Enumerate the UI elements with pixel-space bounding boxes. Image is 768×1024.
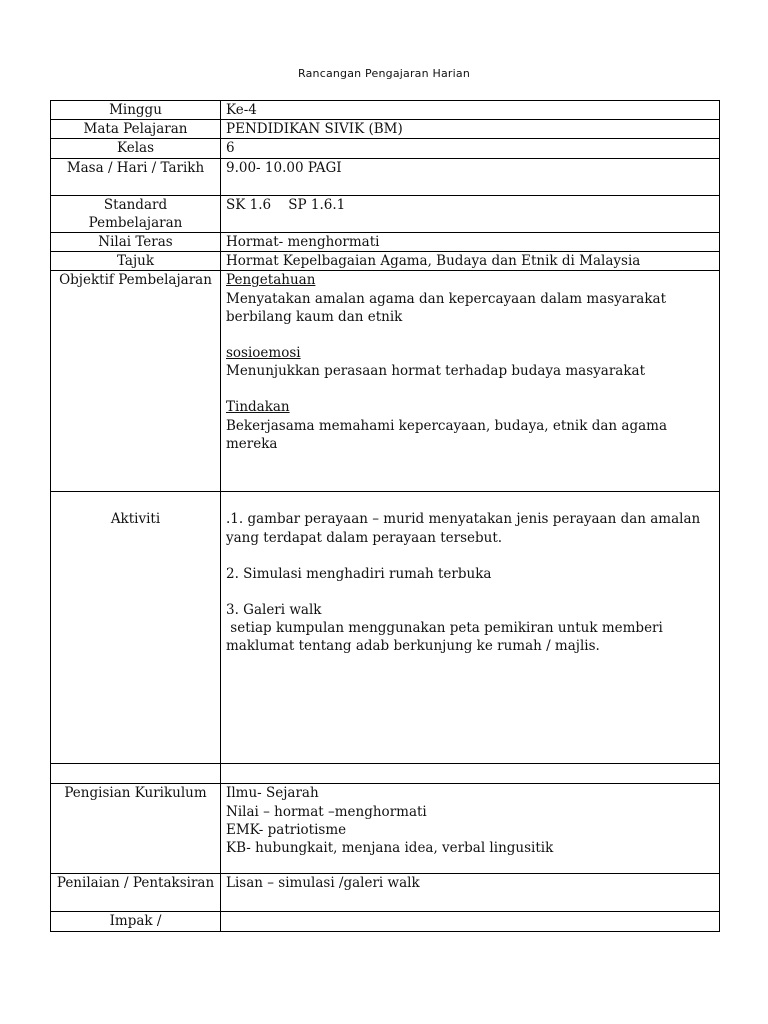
text-pengetahuan: Menyatakan amalan agama dan kepercayaan dalam masyarakat berbilang kaum dan etnik: [226, 290, 667, 325]
value-objektif: [221, 271, 720, 492]
label-masa: Masa / Hari / Tarikh: [51, 158, 221, 195]
label-nilai-teras: Nilai Teras: [51, 233, 221, 252]
label-standard: Standard Pembelajaran: [51, 195, 221, 232]
label-kelas: Kelas: [51, 139, 221, 158]
row-nilai-teras: [51, 233, 720, 252]
label-aktiviti: Aktiviti: [51, 492, 221, 764]
label-tajuk: Tajuk: [51, 252, 221, 271]
value-masa: 9.00- 10.00 PAGI: [221, 158, 720, 195]
pengisian-line-1: Ilmu- Sejarah: [226, 785, 319, 802]
value-kelas: 6: [221, 139, 720, 158]
lesson-plan-table: [50, 100, 720, 932]
row-kelas: [51, 139, 720, 158]
row-pengisian: [51, 784, 720, 874]
row-impak: [51, 912, 720, 931]
value-mata-pelajaran: PENDIDIKAN SIVIK (BM): [221, 120, 720, 139]
heading-pengetahuan: Pengetahuan: [226, 272, 316, 289]
label-pengisian: Pengisian Kurikulum: [51, 784, 221, 874]
aktiviti-item-1: .1. gambar perayaan – murid menyatakan jenis perayaan dan amalan yang terdapat dalam perayaan tersebut.: [226, 511, 701, 546]
label-penilaian: Penilaian / Pentaksiran: [51, 874, 221, 912]
pengisian-line-4: KB- hubungkait, menjana idea, verbal lingusitik: [226, 840, 554, 857]
text-sosioemosi: Menunjukkan perasaan hormat terhadap budaya masyarakat: [226, 363, 645, 380]
row-mata-pelajaran: [51, 120, 720, 139]
row-standard: [51, 195, 720, 232]
row-empty: [51, 764, 720, 784]
value-impak: [221, 912, 720, 931]
value-empty: [221, 764, 720, 784]
heading-sosioemosi: sosioemosi: [226, 345, 301, 362]
row-masa: [51, 158, 720, 195]
value-standard: SK 1.6 SP 1.6.1: [221, 195, 720, 232]
value-pengisian: [221, 784, 720, 874]
value-nilai-teras: Hormat- menghormati: [221, 233, 720, 252]
value-penilaian: Lisan – simulasi /galeri walk: [221, 874, 720, 912]
value-minggu: Ke-4: [221, 101, 720, 120]
row-tajuk: [51, 252, 720, 271]
row-aktiviti: [51, 492, 720, 764]
text-tindakan: Bekerjasama memahami kepercayaan, budaya, etnik dan agama mereka: [226, 417, 667, 452]
row-minggu: [51, 101, 720, 120]
heading-tindakan: Tindakan: [226, 399, 290, 416]
aktiviti-item-2: 2. Simulasi menghadiri rumah terbuka: [226, 565, 492, 582]
aktiviti-item-3-title: 3. Galeri walk: [226, 602, 322, 619]
pengisian-line-3: EMK- patriotisme: [226, 821, 347, 838]
value-aktiviti: [221, 492, 720, 764]
document-title: Rancangan Pengajaran Harian: [297, 67, 470, 80]
label-impak: Impak /: [51, 912, 221, 931]
label-mata-pelajaran: Mata Pelajaran: [51, 120, 221, 139]
label-minggu: Minggu: [51, 101, 221, 120]
pengisian-line-2: Nilai – hormat –menghormati: [226, 803, 427, 820]
value-tajuk: Hormat Kepelbagaian Agama, Budaya dan Etnik di Malaysia: [221, 252, 720, 271]
label-objektif: Objektif Pembelajaran: [51, 271, 221, 492]
row-penilaian: [51, 874, 720, 912]
row-objektif: [51, 271, 720, 492]
label-empty: [51, 764, 221, 784]
aktiviti-item-3-text: setiap kumpulan menggunakan peta pemikiran untuk memberi maklumat tentang adab berkunjung ke rumah / majlis.: [226, 620, 668, 655]
